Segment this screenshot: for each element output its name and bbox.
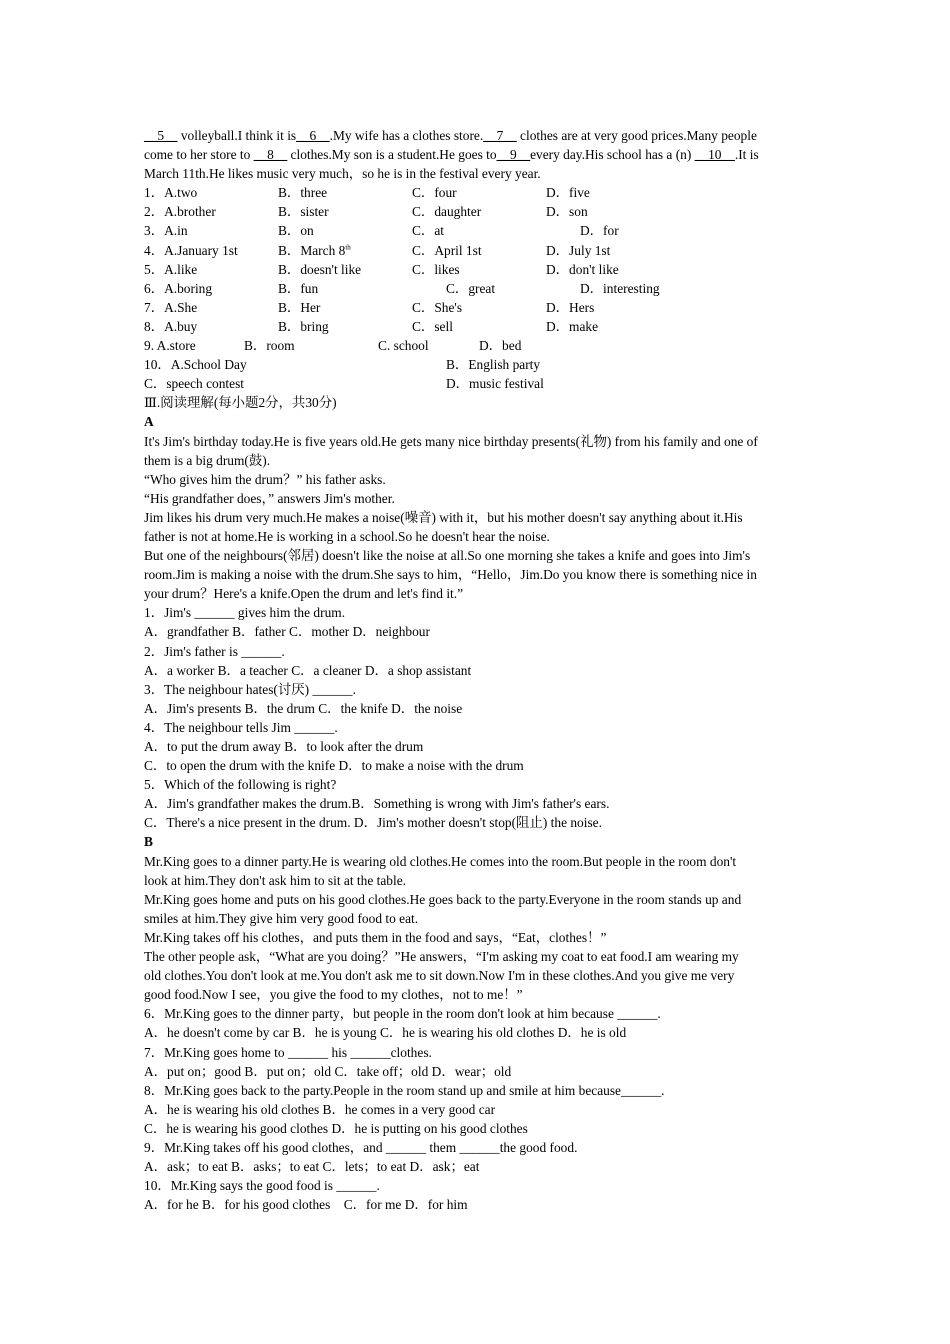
option-row-4 <box>144 241 809 260</box>
option-a: 1．A.two <box>144 185 198 201</box>
text-line: smiles at him.They give him very good food to eat. <box>144 910 419 926</box>
option-b: B．three <box>278 185 328 201</box>
text-line: 6．Mr.King goes to the dinner party，but people in the room don't look at him because ______. <box>144 1006 661 1022</box>
text-line: It's Jim's birthday today.He is five years old.He gets many nice birthday presents(礼物) from his family and one of <box>144 433 758 449</box>
option-a: 4．A.January 1st <box>144 242 238 258</box>
option-b: B．bring <box>278 318 329 334</box>
option-row-9 <box>144 336 809 355</box>
option-c: C．April 1st <box>412 242 482 258</box>
option-row-2 <box>144 202 809 221</box>
text-line: 5．Which of the following is right? <box>144 777 337 793</box>
text: come to her store to <box>144 147 254 163</box>
text-line: Mr.King goes to a dinner party.He is wearing old clothes.He comes into the room.But people in the room don't <box>144 853 737 869</box>
text-line: “Who gives him the drum？” his father asks. <box>144 471 386 487</box>
text-line: A．put on；good B．put on；old C．take off；old D．wear；old <box>144 1063 512 1079</box>
cloze-line-3 <box>144 164 809 183</box>
text-line: them is a big drum(鼓). <box>144 452 271 468</box>
option-c: C．daughter <box>412 204 482 220</box>
text-line: 10．Mr.King says the good food is ______. <box>144 1178 380 1194</box>
text-line: A．ask；to eat B．asks；to eat C．lets；to eat D．ask；eat <box>144 1159 480 1175</box>
passage-a-label: A <box>144 414 154 430</box>
option-row-1 <box>144 183 809 202</box>
option-d: D．make <box>546 318 599 334</box>
option-row-6 <box>144 279 809 298</box>
text-line: A．for he B．for his good clothes C．for me D．for him <box>144 1197 468 1213</box>
text: volleyball.I think it is <box>177 128 297 143</box>
option-a: 6．A.boring <box>144 280 213 296</box>
option-b: B．sister <box>278 204 329 220</box>
option-b: B．on <box>278 223 314 239</box>
option-row-10 <box>144 355 809 374</box>
blank-6: __6__ <box>296 128 330 143</box>
option-c: C．great <box>446 280 496 296</box>
text-line: Mr.King takes off his clothes，and puts them in the food and says，“Eat，clothes！” <box>144 929 607 945</box>
option-c: C. school <box>378 338 429 354</box>
option-c: C．speech contest <box>144 376 245 392</box>
text-line: look at him.They don't ask him to sit at the table. <box>144 872 407 888</box>
option-a: 10．A.School Day <box>144 357 247 373</box>
option-d: D．don't like <box>546 261 619 277</box>
option-row-11 <box>144 374 809 393</box>
option-c: C．likes <box>412 261 460 277</box>
passage-a <box>144 432 809 833</box>
option-a: 9. A.store <box>144 338 196 354</box>
option-c: C．She's <box>412 299 463 315</box>
option-b: B．doesn't like <box>278 261 362 277</box>
blank-9: __9__ <box>496 147 531 163</box>
option-row-7 <box>144 298 809 317</box>
text: .My wife has a clothes store. <box>329 128 484 143</box>
text: clothes are at very good prices.Many people <box>516 128 757 143</box>
text-line: Mr.King goes home and puts on his good clothes.He goes back to the party.Everyone in the room stands up and <box>144 891 742 907</box>
blank-7: __7__ <box>483 128 517 143</box>
section-heading: Ⅲ.阅读理解(每小题2分，共30分) <box>144 395 337 411</box>
blank-5: __5__ <box>144 128 178 143</box>
text-line: C．to open the drum with the knife D．to make a noise with the drum <box>144 758 524 774</box>
option-c: C．four <box>412 185 457 201</box>
superscript: th <box>345 243 351 252</box>
text-line: 3．The neighbour hates(讨厌) ______. <box>144 681 356 697</box>
text-line: 9．Mr.King takes off his good clothes，and ______ them ______the good food. <box>144 1139 578 1155</box>
text-line: good food.Now I see，you give the food to my clothes，not to me！” <box>144 987 523 1003</box>
text: March 11th.He likes music very much，so he is in the festival every year. <box>144 166 541 182</box>
option-row-5 <box>144 260 809 279</box>
text-line: A．to put the drum away B．to look after the drum <box>144 739 424 754</box>
option-b: B．fun <box>278 280 319 296</box>
text-line: A．he doesn't come by car B．he is young C．he is wearing his old clothes D．he is old <box>144 1025 627 1041</box>
option-b-text: B．March 8 <box>278 242 346 258</box>
option-row-8 <box>144 317 809 336</box>
option-a: 8．A.buy <box>144 318 198 334</box>
passage-b-label: B <box>144 834 153 850</box>
option-a: 5．A.like <box>144 261 198 277</box>
option-row-3 <box>144 221 809 240</box>
text-line: C．There's a nice present in the drum. D．Jim's mother doesn't stop(阻止) the noise. <box>144 815 602 831</box>
text-line: A．he is wearing his old clothes B．he comes in a very good car <box>144 1101 496 1117</box>
text: every day.His school has a (n) <box>530 147 695 163</box>
text-line: 7．Mr.King goes home to ______ his ______clothes. <box>144 1044 432 1060</box>
option-a: 7．A.She <box>144 299 198 315</box>
worksheet <box>144 126 809 1214</box>
option-b: B．Her <box>278 299 321 315</box>
text-line: C．he is wearing his good clothes D．he is putting on his good clothes <box>144 1120 528 1136</box>
cloze-line-2 <box>144 145 809 164</box>
text-line: “His grandfather does，” answers Jim's mother. <box>144 490 395 506</box>
option-b: B．English party <box>446 357 541 373</box>
text-line: But one of the neighbours(邻居) doesn't like the noise at all.So one morning she takes a knife and goes into Jim's <box>144 548 751 564</box>
blank-8: __8__ <box>253 147 288 163</box>
text-line: A．Jim's presents B．the drum C．the knife D．the noise <box>144 700 463 716</box>
option-d: D．music festival <box>446 376 544 392</box>
option-d: D．son <box>546 204 588 220</box>
text: .It is <box>734 147 759 163</box>
text-line: old clothes.You don't look at me.You don't ask me to sit down.Now I'm in these clothes.And you give me very <box>144 968 735 984</box>
option-b <box>278 241 351 260</box>
option-a: 3．A.in <box>144 223 188 239</box>
text-line: 4．The neighbour tells Jim ______. <box>144 719 338 735</box>
text-line: The other people ask，“What are you doing？”He answers，“I'm asking my coat to eat food.I am wearing my <box>144 949 739 965</box>
blank-10: __10__ <box>694 147 735 163</box>
text-line: A．grandfather B．father C．mother D．neighbour <box>144 624 430 640</box>
option-d: D．bed <box>479 338 522 354</box>
text-line: A．Jim's grandfather makes the drum.B．Something is wrong with Jim's father's ears. <box>144 796 610 812</box>
option-d: D．five <box>546 185 590 201</box>
option-c: C．at <box>412 223 444 239</box>
text-line: father is not at home.He is working in a school.So he doesn't hear the noise. <box>144 528 550 544</box>
passage-b <box>144 852 809 1215</box>
text-line: your drum？Here's a knife.Open the drum and let's find it.” <box>144 586 464 602</box>
option-d: D．July 1st <box>546 242 611 258</box>
text-line: Jim likes his drum very much.He makes a noise(噪音) with it，but his mother doesn't say anything about it.His <box>144 509 743 525</box>
text-line: 8．Mr.King goes back to the party.People in the room stand up and smile at him because______. <box>144 1082 665 1098</box>
text-line: A．a worker B．a teacher C．a cleaner D．a shop assistant <box>144 662 472 678</box>
text-line: 2．Jim's father is ______. <box>144 643 285 659</box>
option-c: C．sell <box>412 318 453 334</box>
option-d: D．Hers <box>546 299 595 315</box>
option-d: D．for <box>580 223 619 239</box>
text: clothes.My son is a student.He goes to <box>287 147 497 163</box>
cloze-line-1 <box>144 126 809 145</box>
option-b: B．room <box>244 338 295 354</box>
text-line: room.Jim is making a noise with the drum.She says to him，“Hello，Jim.Do you know there is something nice in <box>144 567 757 583</box>
text-line: 1．Jim's ______ gives him the drum. <box>144 605 346 621</box>
option-a: 2．A.brother <box>144 204 216 220</box>
option-d: D．interesting <box>580 280 660 296</box>
